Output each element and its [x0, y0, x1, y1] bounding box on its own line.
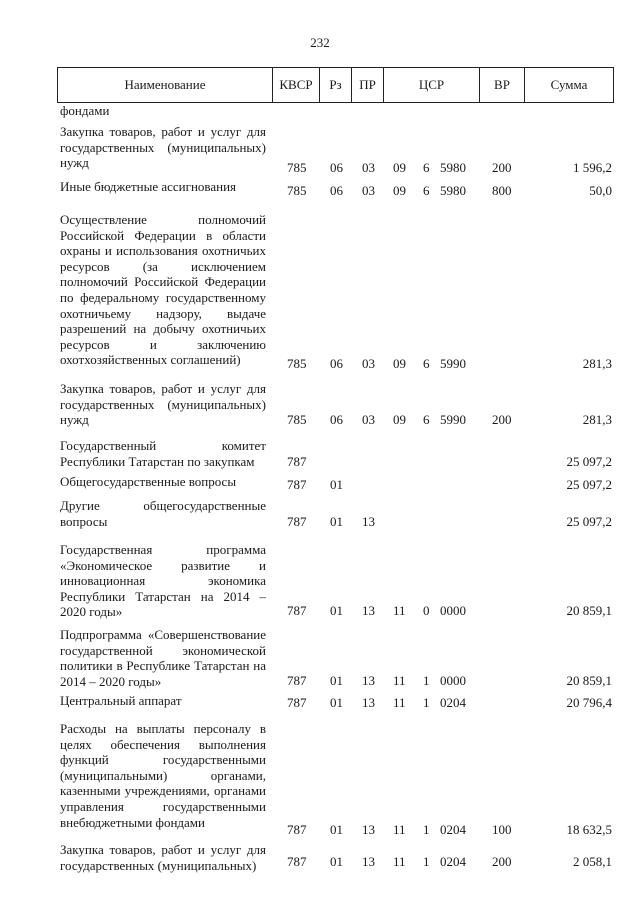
row-vr: 200 [492, 160, 512, 176]
row-name: Государственная программа «Экономическое развитие и инновационная экономика Республики Татарстан на 2014 – 2020 годы» [60, 542, 266, 620]
row-csr-subprogram: 6 [423, 183, 430, 199]
row-sum: 25 097,2 [566, 514, 612, 530]
row-csr-program: 09 [393, 412, 406, 428]
row-kvsr: 787 [287, 695, 307, 711]
row-kvsr: 787 [287, 514, 307, 530]
table-row [0, 838, 640, 873]
row-kvsr: 787 [287, 454, 307, 470]
table-body [0, 103, 640, 873]
row-csr-program: 11 [393, 603, 406, 619]
table-row [0, 372, 640, 428]
row-csr-direction: 0204 [440, 695, 466, 711]
row-pr: 03 [362, 412, 375, 428]
row-vr: 100 [492, 822, 512, 838]
row-csr-program: 11 [393, 854, 406, 870]
row-sum: 25 097,2 [566, 454, 612, 470]
header-pr: ПР [352, 68, 384, 103]
row-name: Иные бюджетные ассигнования [60, 179, 237, 194]
row-csr-subprogram: 6 [423, 412, 430, 428]
row-rz: 01 [330, 477, 343, 493]
row-name: Общегосударственные вопросы [60, 474, 237, 489]
row-name: Закупка товаров, работ и услуг для государственных (муниципальных) [60, 842, 266, 873]
row-vr: 800 [492, 183, 512, 199]
row-vr: 200 [492, 412, 512, 428]
table-row [0, 530, 640, 619]
header-csr: ЦСР [384, 68, 480, 103]
row-pr: 03 [362, 183, 375, 199]
row-pr: 13 [362, 822, 375, 838]
row-rz: 01 [330, 822, 343, 838]
header-name: Наименование [58, 68, 273, 103]
row-csr-program: 11 [393, 822, 406, 838]
table-row [0, 711, 640, 838]
row-pr: 13 [362, 603, 375, 619]
row-kvsr: 787 [287, 822, 307, 838]
row-rz: 06 [330, 160, 343, 176]
row-kvsr: 785 [287, 412, 307, 428]
row-name: Государственный комитет Республики Татарстан по закупкам [60, 438, 266, 469]
row-kvsr: 787 [287, 854, 307, 870]
row-csr-subprogram: 6 [423, 356, 430, 372]
row-kvsr: 787 [287, 477, 307, 493]
row-name: Закупка товаров, работ и услуг для государственных (муниципальных) нужд [60, 124, 266, 171]
table-row [0, 124, 640, 176]
header-vr: ВР [480, 68, 525, 103]
table-row [0, 689, 640, 711]
table-header [57, 67, 614, 103]
row-csr-direction: 0000 [440, 603, 466, 619]
row-csr-subprogram: 1 [423, 673, 430, 689]
row-rz: 01 [330, 603, 343, 619]
page-number: 232 [310, 35, 330, 50]
row-sum: 1 596,2 [573, 160, 612, 176]
row-pr: 13 [362, 854, 375, 870]
header-sum: Сумма [525, 68, 614, 103]
row-pr: 13 [362, 673, 375, 689]
row-csr-direction: 5980 [440, 183, 466, 199]
header-rz: Рз [320, 68, 352, 103]
table-row [0, 176, 640, 199]
row-name: Осуществление полномочий Российской Федерации в области охраны и использования охотничьих ресурсов (за исключением полномочий Российской Федерации по федеральному государственному охотничьему надзору, выдаче разрешений на добычу охотничьих ресурсов и заключению охотхозяйственных соглашений) [60, 212, 266, 368]
row-name: Расходы на выплаты персоналу в целях обеспечения выполнения функций государственными (муниципальными) органами, казенными учреждениями, органами управления государственными внебюджетными фондами [60, 721, 266, 830]
row-name: Подпрограмма «Совершенствование государственной экономической политики в Республике Татарстан на 2014 – 2020 годы» [60, 627, 266, 689]
row-rz: 06 [330, 356, 343, 372]
row-kvsr: 785 [287, 160, 307, 176]
row-csr-direction: 0204 [440, 854, 466, 870]
table-row [0, 103, 640, 124]
row-csr-direction: 5990 [440, 412, 466, 428]
row-sum: 25 097,2 [566, 477, 612, 493]
row-csr-subprogram: 0 [423, 603, 430, 619]
row-csr-program: 09 [393, 183, 406, 199]
row-sum: 20 859,1 [566, 673, 612, 689]
row-rz: 06 [330, 412, 343, 428]
row-sum: 18 632,5 [566, 822, 612, 838]
header-kvsr: КВСР [273, 68, 320, 103]
row-rz: 06 [330, 183, 343, 199]
row-csr-subprogram: 1 [423, 854, 430, 870]
row-kvsr: 785 [287, 183, 307, 199]
row-sum: 2 058,1 [573, 854, 612, 870]
row-name: Центральный аппарат [60, 693, 182, 708]
row-csr-program: 09 [393, 356, 406, 372]
row-sum: 20 859,1 [566, 603, 612, 619]
row-csr-program: 11 [393, 695, 406, 711]
row-name: фондами [60, 103, 110, 118]
row-kvsr: 785 [287, 356, 307, 372]
row-pr: 13 [362, 695, 375, 711]
table-row [0, 493, 640, 530]
row-sum: 50,0 [589, 183, 612, 199]
row-sum: 281,3 [582, 356, 612, 372]
row-csr-subprogram: 6 [423, 160, 430, 176]
row-rz: 01 [330, 854, 343, 870]
row-rz: 01 [330, 695, 343, 711]
row-name: Закупка товаров, работ и услуг для государственных (муниципальных) нужд [60, 381, 266, 428]
row-rz: 01 [330, 514, 343, 530]
row-pr: 03 [362, 160, 375, 176]
row-csr-program: 09 [393, 160, 406, 176]
row-csr-direction: 5990 [440, 356, 466, 372]
row-csr-subprogram: 1 [423, 822, 430, 838]
table-row [0, 619, 640, 689]
row-name: Другие общегосударственные вопросы [60, 498, 266, 529]
table-row [0, 470, 640, 493]
row-pr: 13 [362, 514, 375, 530]
table-row [0, 428, 640, 470]
row-vr: 200 [492, 854, 512, 870]
row-csr-subprogram: 1 [423, 695, 430, 711]
row-csr-direction: 5980 [440, 160, 466, 176]
row-sum: 20 796,4 [566, 695, 612, 711]
table-row [0, 199, 640, 372]
row-kvsr: 787 [287, 673, 307, 689]
row-pr: 03 [362, 356, 375, 372]
row-kvsr: 787 [287, 603, 307, 619]
row-csr-direction: 0000 [440, 673, 466, 689]
row-csr-direction: 0204 [440, 822, 466, 838]
row-csr-program: 11 [393, 673, 406, 689]
row-sum: 281,3 [582, 412, 612, 428]
row-rz: 01 [330, 673, 343, 689]
